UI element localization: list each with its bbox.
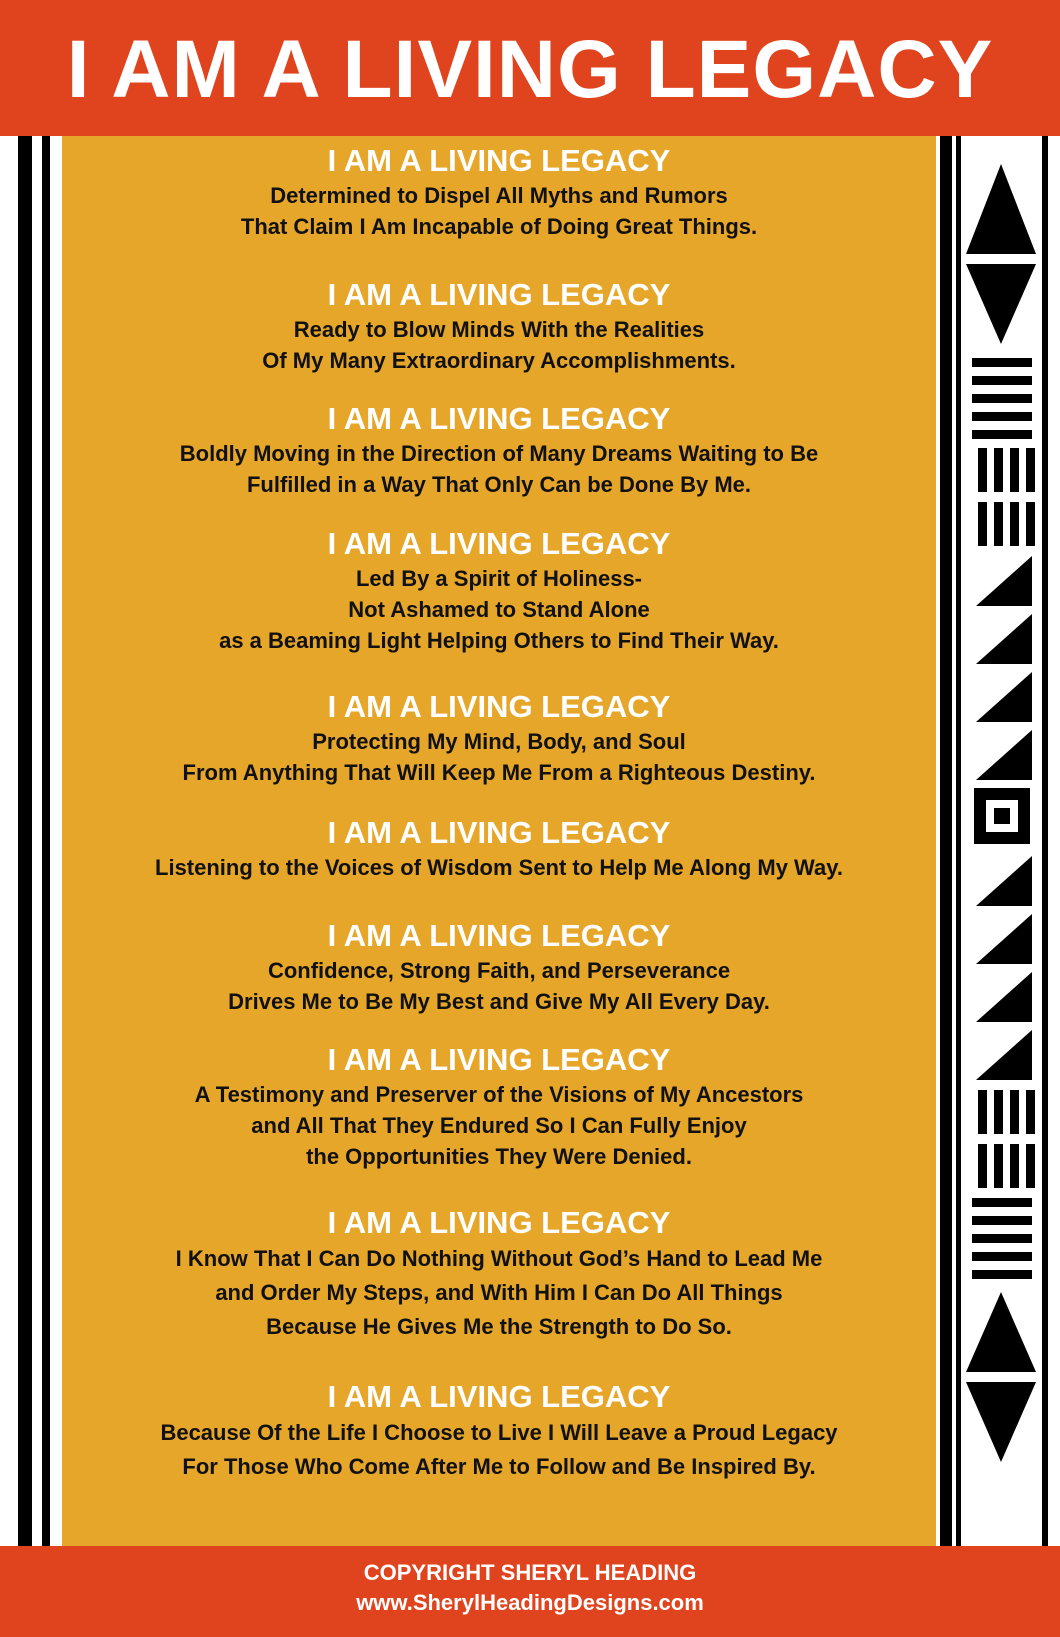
footer — [0, 1546, 1060, 1637]
stanza-line: Led By a Spirit of Holiness- — [355, 566, 643, 591]
copyright-text: COPYRIGHT SHERYL HEADING — [363, 1560, 697, 1585]
stripe — [18, 136, 32, 1546]
stanza-line: Because Of the Life I Choose to Live I Will Leave a Proud Legacy — [160, 1420, 838, 1445]
website-link[interactable]: www.SherylHeadingDesigns.com — [356, 1590, 704, 1615]
stanza — [62, 690, 936, 788]
stanza-line: Protecting My Mind, Body, and Soul — [312, 729, 686, 754]
stanza-heading: I AM A LIVING LEGACY — [327, 277, 671, 312]
stanza-heading: I AM A LIVING LEGACY — [327, 401, 671, 436]
stanza-heading: I AM A LIVING LEGACY — [327, 526, 671, 561]
stanza — [62, 1380, 936, 1484]
stanza-line: and All That They Endured So I Can Fully Enjoy — [251, 1113, 747, 1138]
stanza-line: the Opportunities They Were Denied. — [306, 1144, 692, 1169]
stanza-heading: I AM A LIVING LEGACY — [327, 1379, 671, 1414]
stanza-line: For Those Who Come After Me to Follow and Be Inspired By. — [182, 1454, 816, 1479]
stanza-heading: I AM A LIVING LEGACY — [327, 1205, 671, 1240]
stanza — [62, 1043, 936, 1172]
stanza-line: and Order My Steps, and With Him I Can Do All Things — [215, 1280, 783, 1305]
stanza-heading: I AM A LIVING LEGACY — [327, 1042, 671, 1077]
stanza — [62, 1206, 936, 1344]
stanza — [62, 278, 936, 376]
stanza — [62, 816, 936, 883]
stanza — [62, 402, 936, 500]
stanza — [62, 527, 936, 656]
stanza-line: Boldly Moving in the Direction of Many Dreams Waiting to Be — [179, 441, 819, 466]
poem-panel — [62, 136, 936, 1546]
stanza-line: A Testimony and Preserver of the Visions of My Ancestors — [194, 1082, 804, 1107]
stanza-line: Listening to the Voices of Wisdom Sent to Help Me Along My Way. — [155, 855, 843, 880]
stanza-heading: I AM A LIVING LEGACY — [327, 689, 671, 724]
stanza-line: From Anything That Will Keep Me From a Righteous Destiny. — [182, 760, 816, 785]
stanza-line: Because He Gives Me the Strength to Do So. — [266, 1314, 732, 1339]
stanza — [62, 919, 936, 1017]
stanza-line: I Know That I Can Do Nothing Without God’s Hand to Lead Me — [175, 1246, 823, 1271]
stanza-line: Of My Many Extraordinary Accomplishments. — [262, 348, 736, 373]
stanza-line: That Claim I Am Incapable of Doing Great Things. — [240, 214, 758, 239]
stanza-line: Determined to Dispel All Myths and Rumors — [270, 183, 728, 208]
stanza-line: as a Beaming Light Helping Others to Find Their Way. — [219, 628, 779, 653]
page-title: I AM A LIVING LEGACY — [66, 24, 994, 115]
stanza-line: Not Ashamed to Stand Alone — [348, 597, 650, 622]
stanza-heading: I AM A LIVING LEGACY — [327, 815, 671, 850]
stripe — [42, 136, 50, 1546]
stanza — [62, 144, 936, 242]
stanza-line: Fulfilled in a Way That Only Can be Done By Me. — [246, 472, 752, 497]
stanza-line: Drives Me to Be My Best and Give My All Every Day. — [228, 989, 770, 1014]
stanza-line: Ready to Blow Minds With the Realities — [293, 317, 705, 342]
stanza-heading: I AM A LIVING LEGACY — [327, 143, 671, 178]
stanza-heading: I AM A LIVING LEGACY — [327, 918, 671, 953]
stanza-line: Confidence, Strong Faith, and Perseverance — [267, 958, 731, 983]
tribal-pattern-border — [936, 136, 1060, 1546]
tribal-pattern-icon — [936, 136, 1060, 1546]
left-stripe-border — [18, 136, 62, 1546]
title-banner — [0, 0, 1060, 136]
